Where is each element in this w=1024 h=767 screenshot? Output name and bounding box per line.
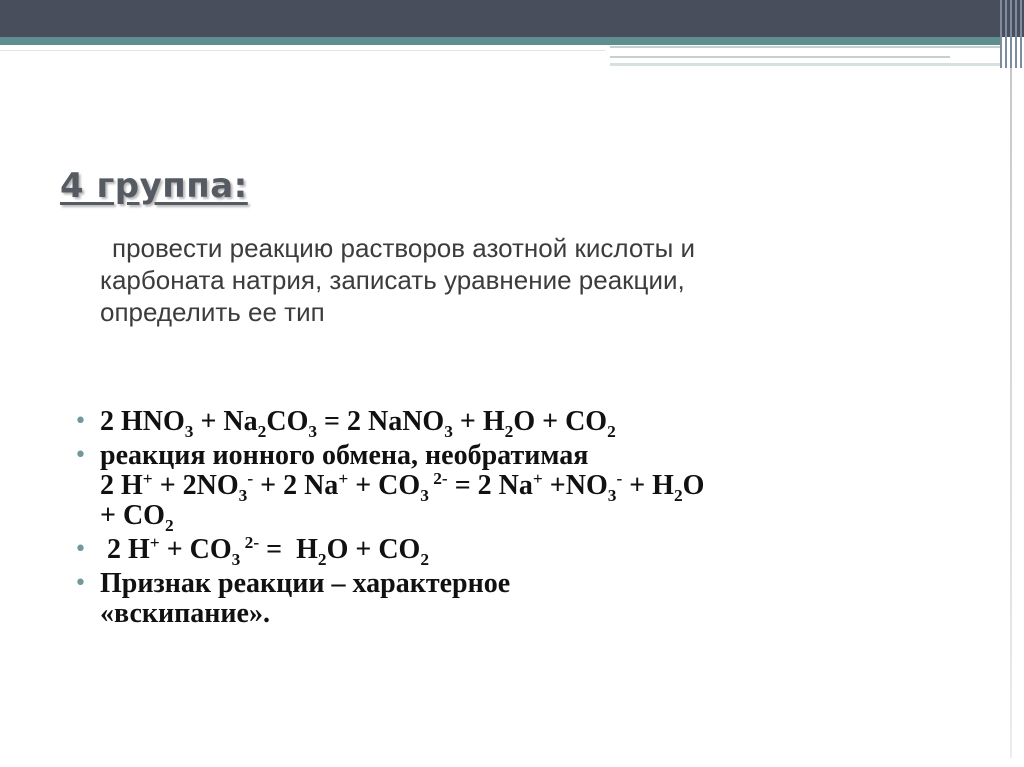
full-ionic-equation-cont: + $CO_2$ [100, 500, 174, 535]
reaction-sign-text: Признак реакции – характерное [100, 568, 511, 599]
bullet-icon: • [74, 443, 87, 468]
task-line: провести реакцию растворов азотной кислоты и [112, 233, 696, 263]
decor-line [0, 50, 605, 51]
list-item-short-ionic-equation [74, 533, 994, 569]
decor-line [610, 63, 1000, 66]
bullet-icon: • [74, 409, 87, 434]
task-line: карбоната натрия, записать уравнение реакции, [100, 265, 685, 295]
top-banner-dark [0, 0, 1024, 37]
corner-decor-bars [998, 0, 1024, 68]
slide-title: 4 группа: [60, 166, 248, 206]
reaction-sign-text-cont: «вскипание». [100, 598, 270, 629]
bullet-icon: • [74, 537, 87, 562]
list-item-molecular-equation [74, 406, 994, 441]
list-item-reaction-type [74, 440, 994, 535]
full-ionic-equation: 2 $H^+ + 2NO_3^- + 2$ $Na^+ + CO_3$ $^{2-}$ = 2 $Na^+ +NO_3^- + H_2O$ [100, 469, 705, 505]
decor-line [610, 56, 950, 58]
decor-line [610, 46, 1000, 48]
top-banner-teal [0, 37, 1000, 45]
slide-shadow-edge [1010, 68, 1012, 758]
list-item-reaction-sign [74, 569, 994, 629]
task-description [100, 232, 920, 328]
task-line: определить ее тип [100, 297, 325, 327]
short-ionic-equation: 2 $H^+ + CO_3$ $^{2-} = H_2O + CO_2$ [100, 533, 429, 569]
molecular-equation: 2 $HNO_3 + Na_2CO_3 = 2$ NaNO$_3$ + $H_2O + CO_2$ [100, 406, 616, 441]
reaction-type: реакция ионного обмена, необратимая [100, 440, 589, 471]
bullet-icon: • [74, 571, 87, 596]
bullet-list [74, 407, 994, 633]
